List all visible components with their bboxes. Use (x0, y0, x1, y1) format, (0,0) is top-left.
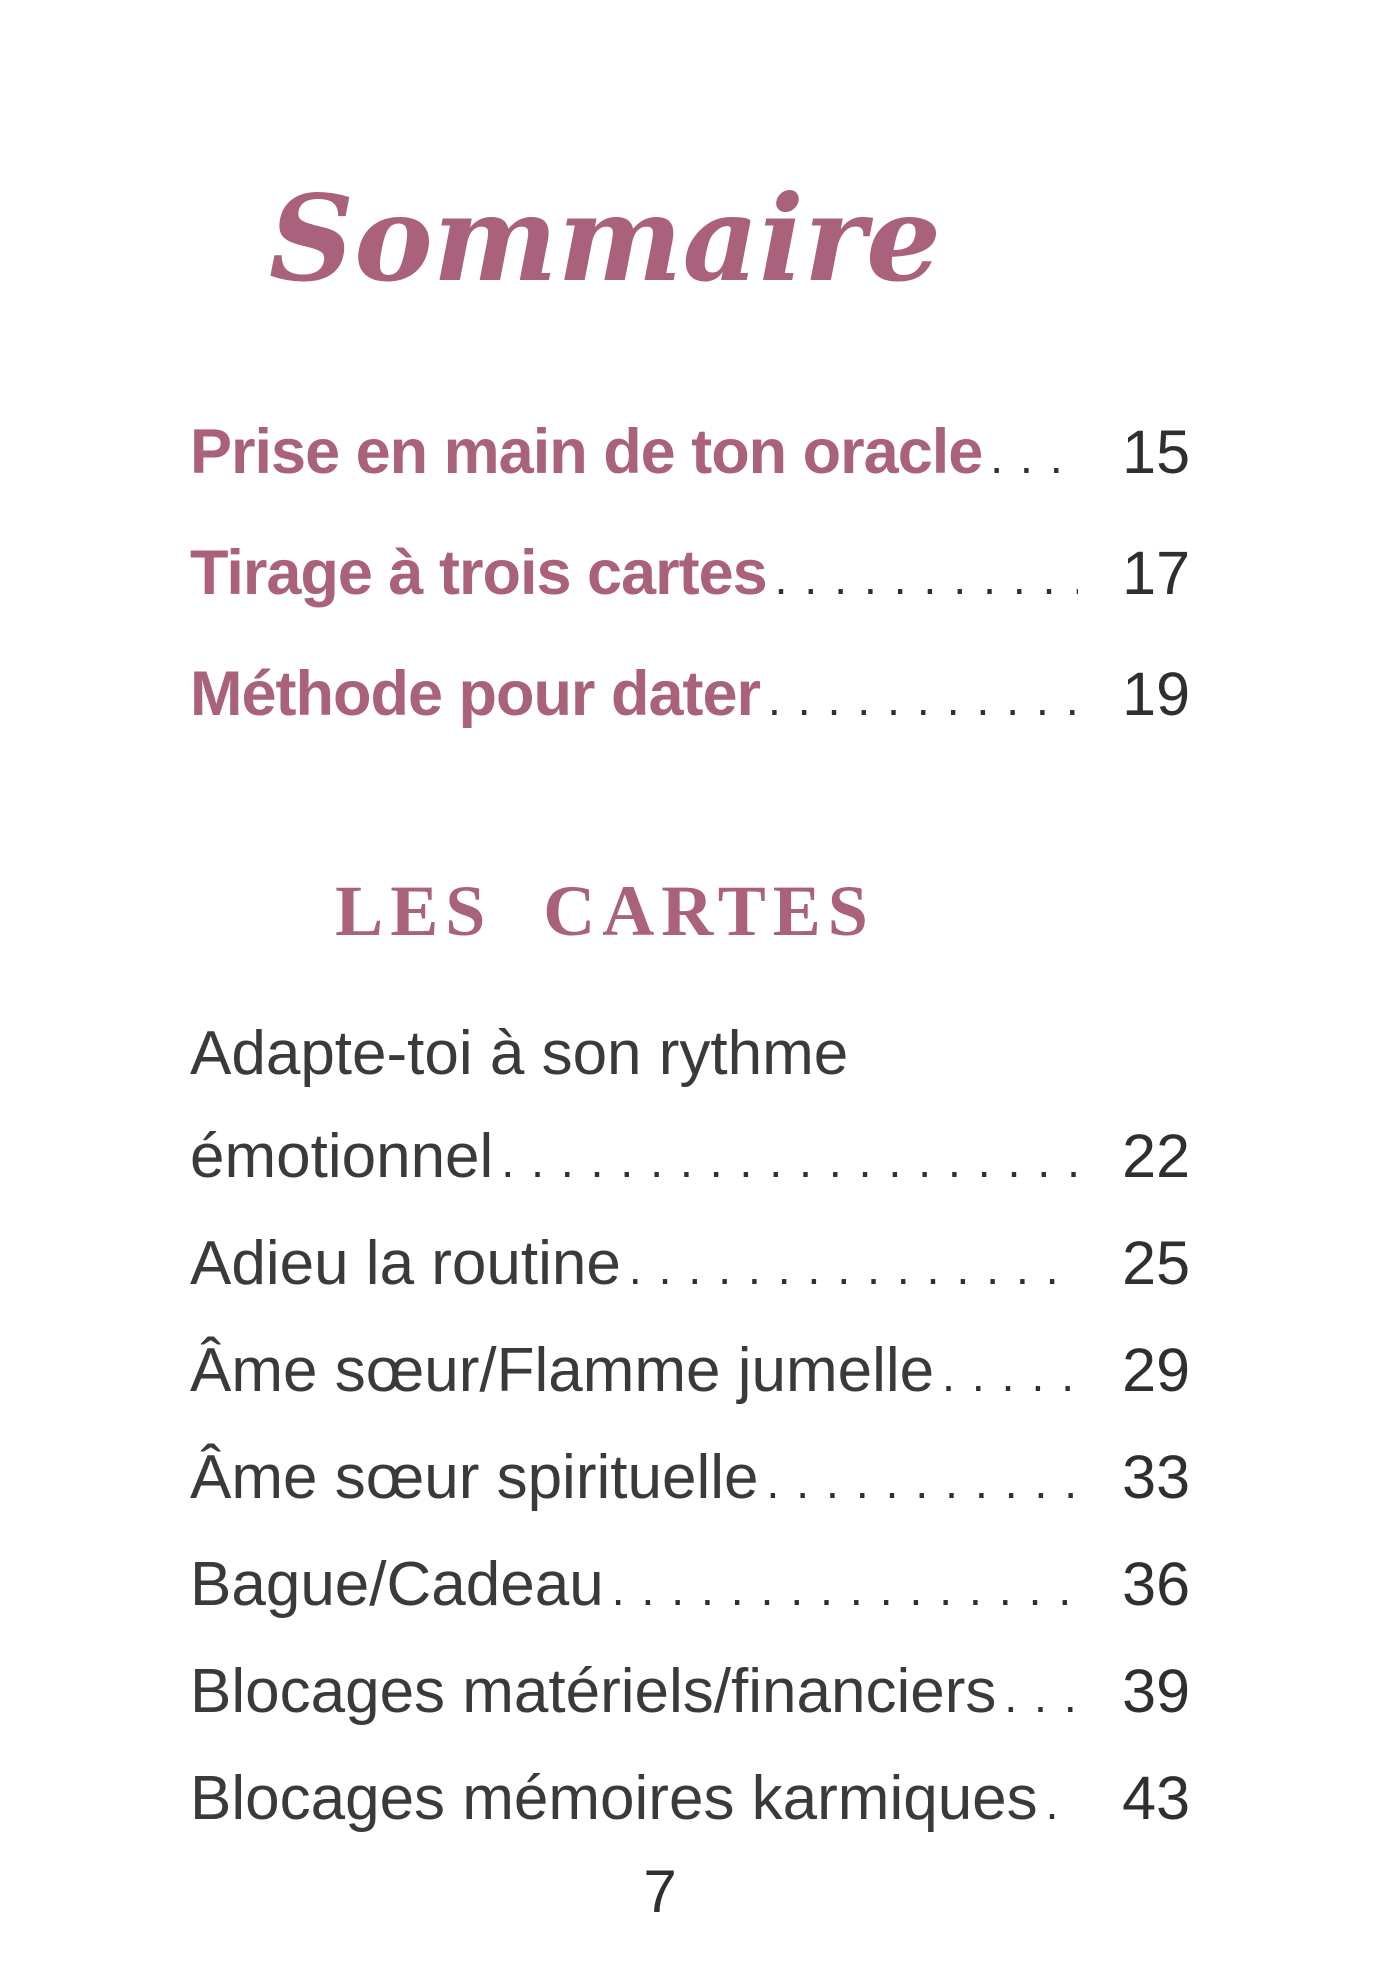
toc-entry (190, 1319, 1190, 1426)
dot-leader (934, 1324, 1078, 1426)
dot-leader (1038, 1752, 1078, 1854)
toc-entry-page: 39 (1122, 1657, 1190, 1726)
toc-entry-page: 15 (1122, 417, 1190, 486)
toc-entry (190, 1640, 1190, 1747)
toc-entry (190, 1533, 1190, 1640)
toc-entry-label: Adieu la routine (190, 1229, 621, 1299)
toc-entry (190, 515, 1190, 636)
toc-entry-page: 19 (1122, 659, 1190, 728)
toc-entry (190, 1426, 1190, 1533)
toc-entry (190, 394, 1190, 515)
toc-entry-page: 33 (1122, 1443, 1190, 1512)
dot-leader (760, 641, 1078, 757)
dot-leader (621, 1217, 1078, 1319)
toc-entry (190, 1105, 1190, 1212)
toc-entry (190, 1212, 1190, 1319)
toc-entry (190, 1747, 1190, 1854)
toc-entry-label: Âme sœur spirituelle (190, 1443, 759, 1513)
toc-entry-page: 17 (1122, 538, 1190, 607)
dot-leader (996, 1645, 1078, 1747)
toc-entry-page: 43 (1122, 1764, 1190, 1833)
page-title: Sommaire (268, 169, 942, 308)
dot-leader (767, 520, 1078, 636)
dot-leader (493, 1110, 1078, 1212)
dot-leader (982, 399, 1078, 515)
toc-entry-page: 36 (1122, 1550, 1190, 1619)
toc-entry-label: Adapte-toi à son rythme (190, 1019, 849, 1089)
section-heading: LES CARTES (335, 870, 875, 951)
toc-entry-label: Blocages mémoires karmiques (190, 1764, 1038, 1834)
toc-intro-section (190, 394, 1190, 757)
toc-entry-page: 22 (1122, 1122, 1190, 1191)
toc-entry-line (190, 1003, 1190, 1105)
toc-entry-label: Bague/Cadeau (190, 1550, 604, 1620)
toc-entry-label: Méthode pour dater (190, 658, 761, 729)
toc-entry-page: 25 (1122, 1229, 1190, 1298)
toc-entry-label: Âme sœur/Flamme jumelle (190, 1336, 935, 1406)
toc-entry-label: Prise en main de ton oracle (190, 416, 983, 487)
toc-entry (190, 636, 1190, 757)
folio-page-number: 7 (643, 1858, 677, 1926)
toc-page (190, 168, 1190, 1926)
toc-entry-label: Tirage à trois cartes (190, 537, 767, 608)
toc-entry-label: Blocages matériels/financiers (190, 1657, 997, 1727)
toc-entry-label: émotionnel (190, 1122, 494, 1192)
dot-leader (604, 1538, 1078, 1640)
dot-leader (758, 1431, 1078, 1533)
toc-entry-page: 29 (1122, 1336, 1190, 1405)
toc-cards-section (190, 1003, 1190, 1854)
